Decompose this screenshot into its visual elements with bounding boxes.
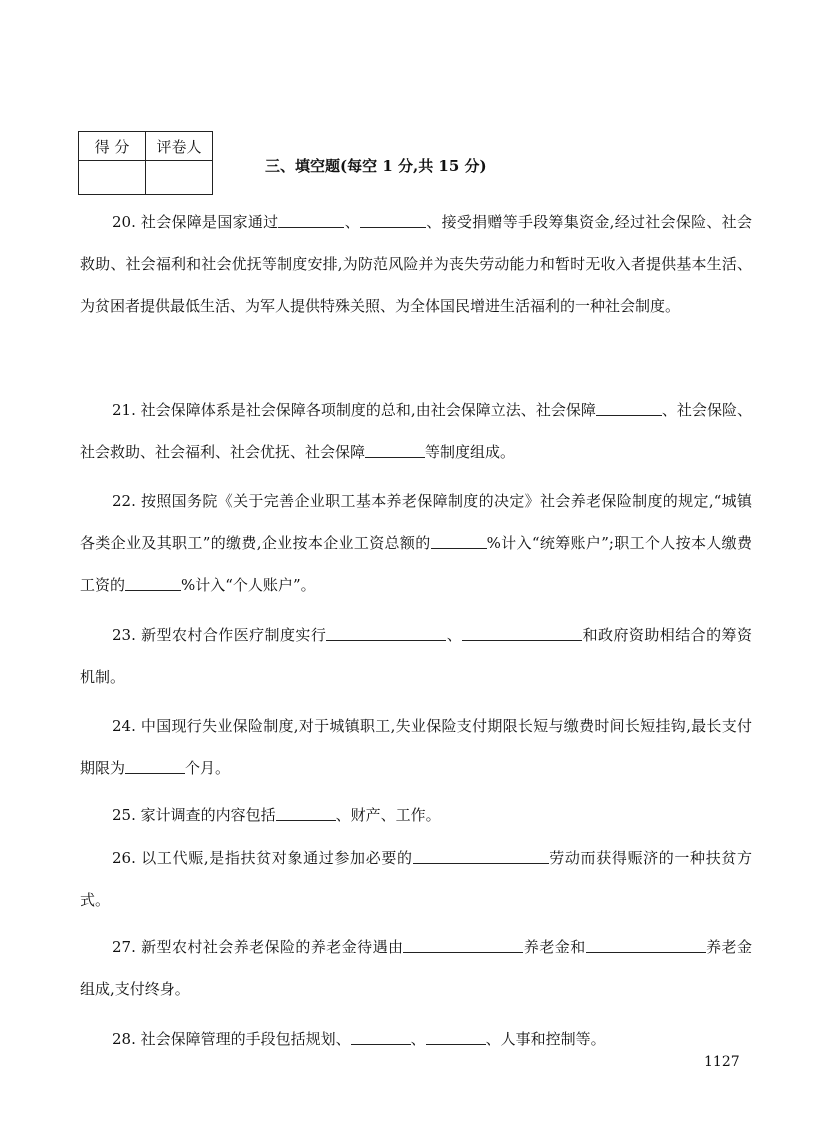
answer-blank[interactable]	[276, 803, 336, 821]
score-table	[78, 131, 213, 195]
grader-header: 评卷人	[146, 132, 213, 161]
question-text: 养老金组成,支付终身。	[80, 938, 752, 998]
question-number: 24.	[112, 717, 136, 735]
grader-cell	[146, 161, 213, 195]
question-text: 、财产、工作。	[335, 806, 441, 824]
score-cell	[79, 161, 146, 195]
question-text: 中国现行失业保险制度,对于城镇职工,失业保险支付期限长短与缴费时间长短挂钩,最长支付期限为	[80, 717, 752, 777]
question-22	[80, 480, 752, 606]
question-text: 社会保障是国家通过	[140, 213, 279, 231]
question-text: 新型农村合作医疗制度实行	[141, 626, 327, 644]
answer-blank[interactable]	[351, 1027, 411, 1045]
answer-blank[interactable]	[360, 210, 426, 228]
question-text: 、	[344, 213, 361, 231]
answer-blank[interactable]	[426, 1027, 486, 1045]
question-number: 21.	[112, 401, 136, 419]
question-number: 26.	[112, 849, 136, 867]
question-text: 和政府资助相结合的筹资机制。	[80, 626, 752, 686]
question-number: 28.	[112, 1030, 136, 1048]
answer-blank[interactable]	[125, 573, 181, 591]
answer-blank[interactable]	[431, 531, 487, 549]
question-23	[80, 614, 752, 698]
question-25	[80, 794, 752, 836]
question-text: 、人事和控制等。	[485, 1030, 606, 1048]
question-text: 等制度组成。	[425, 443, 516, 461]
section-title: 三、填空题(每空 1 分,共 15 分)	[265, 157, 487, 175]
answer-blank[interactable]	[326, 623, 446, 641]
answer-blank[interactable]	[413, 846, 549, 864]
question-text: 新型农村社会养老保险的养老金待遇由	[141, 938, 404, 956]
question-20	[80, 201, 752, 327]
question-text: 以工代赈,是指扶贫对象通过参加必要的	[141, 849, 413, 867]
question-26	[80, 837, 752, 921]
question-number: 20.	[112, 213, 136, 231]
question-24	[80, 705, 752, 789]
answer-blank[interactable]	[365, 440, 425, 458]
question-21	[80, 389, 752, 473]
question-27	[80, 926, 752, 1010]
question-text: %计入“统筹账户”;职工个人按本人缴费工资的	[80, 534, 752, 594]
question-text: 个月。	[185, 759, 231, 777]
question-text: %计入“个人账户”。	[181, 576, 316, 594]
answer-blank[interactable]	[278, 210, 344, 228]
question-text: 、社会保险、社会救助、社会福利、社会优抚、社会保障	[80, 401, 752, 461]
question-text: 社会保障管理的手段包括规划、	[140, 1030, 351, 1048]
question-text: 劳动而获得赈济的一种扶贫方式。	[80, 849, 752, 909]
answer-blank[interactable]	[596, 398, 662, 416]
page-number: 1127	[704, 1054, 740, 1070]
answer-blank[interactable]	[462, 623, 582, 641]
question-text: 社会保障体系是社会保障各项制度的总和,由社会保障立法、社会保障	[140, 401, 596, 419]
answer-blank[interactable]	[125, 756, 185, 774]
question-28	[80, 1018, 752, 1060]
question-number: 23.	[112, 626, 136, 644]
question-text: 按照国务院《关于完善企业职工基本养老保障制度的决定》社会养老保险制度的规定,“城镇各类企业及其职工”的缴费,企业按本企业工资总额的	[80, 492, 752, 552]
answer-blank[interactable]	[403, 935, 523, 953]
question-number: 25.	[112, 806, 136, 824]
question-text: 、	[446, 626, 463, 644]
question-text: 家计调查的内容包括	[140, 806, 276, 824]
question-number: 27.	[112, 938, 136, 956]
question-number: 22.	[112, 492, 136, 510]
score-header: 得 分	[79, 132, 146, 161]
question-text: 养老金和	[523, 938, 586, 956]
question-text: 、接受捐赠等手段筹集资金,经过社会保险、社会救助、社会福利和社会优抚等制度安排,为防范风险并为丧失劳动能力和暂时无收入者提供基本生活、为贫困者提供最低生活、为军人提供特殊关照、为全体国民增进生活福利的一种社会制度。	[80, 213, 752, 315]
answer-blank[interactable]	[586, 935, 706, 953]
question-text: 、	[410, 1030, 426, 1048]
